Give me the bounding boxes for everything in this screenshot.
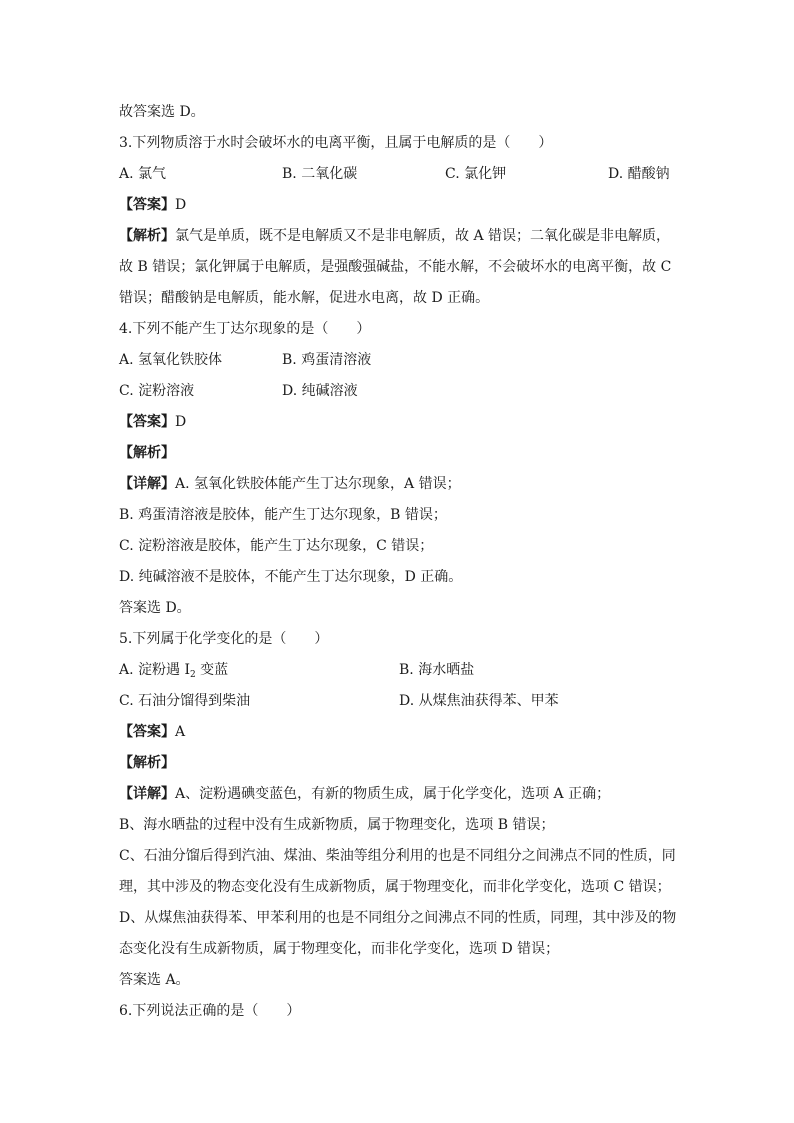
q3-explanation: [119, 221, 679, 314]
explanation-tag: 【解析】: [119, 228, 175, 244]
q5-detail-2: B、海水晒盐的过程中没有生成新物质，属于物理变化，选项 B 错误；: [119, 817, 555, 833]
detail-tag: 【详解】: [119, 476, 175, 492]
q3-option-a: A. 氯气: [119, 166, 167, 182]
q3-option-b: B. 二氧化碳: [282, 166, 358, 182]
q4-detail-1: [119, 469, 679, 500]
q5-final-answer: 答案选 A。: [119, 972, 190, 988]
q4-detail-4: D. 纯碱溶液不是胶体，不能产生丁达尔现象，D 正确。: [119, 569, 463, 585]
explanation-text: 故 B 错误；氯化钾属于电解质，是强酸强碱盐，不能水解，不会破坏水的电离平衡，故 C: [119, 259, 672, 275]
explanation-text: 错误；醋酸钠是电解质，能水解，促进水电离，故 D 正确。: [119, 290, 490, 306]
question-3-options: [119, 159, 679, 190]
q4-detail-3: C. 淀粉溶液是胶体，能产生丁达尔现象，C 错误；: [119, 538, 434, 554]
detail-text: A. 氢氧化铁胶体能产生丁达尔现象，A 错误；: [175, 476, 461, 492]
q4-option-a: A. 氢氧化铁胶体: [119, 352, 223, 368]
q3-answer: [119, 190, 679, 221]
question-4-options-row2: [119, 376, 679, 407]
q4-final-answer: 答案选 D。: [119, 600, 191, 616]
answer-value: D: [175, 197, 187, 213]
q5-detail-4b: 态变化没有生成新物质，属于物理变化，而非化学变化，选项 D 错误；: [119, 941, 560, 957]
answer-value: D: [175, 414, 187, 430]
q5-option-c: C. 石油分馏得到柴油: [119, 693, 251, 709]
answer-value: A: [175, 724, 186, 740]
question-4: 4.下列不能产生丁达尔现象的是（ ）: [119, 321, 371, 337]
subscript: 2: [190, 670, 196, 680]
q4-detail-2: B. 鸡蛋清溶液是胶体，能产生丁达尔现象，B 错误；: [119, 507, 447, 523]
question-3: 3.下列物质溶于水时会破坏水的电离平衡，且属于电解质的是（ ）: [119, 135, 553, 151]
q5-option-d: D. 从煤焦油获得苯、甲苯: [399, 693, 559, 709]
q3-option-c: C. 氯化钾: [445, 166, 507, 182]
document-content: [119, 97, 679, 1027]
q5-detail-1: [119, 779, 679, 810]
q4-explanation-tag: 【解析】: [119, 445, 175, 461]
explanation-text: 氯气是单质，既不是电解质又不是非电解质，故 A 错误；二氧化碳是非电解质，: [175, 228, 671, 244]
q5-explanation-tag: 【解析】: [119, 755, 175, 771]
q4-option-c: C. 淀粉溶液: [119, 383, 195, 399]
answer-tag: 【答案】: [119, 414, 175, 430]
q4-option-b: B. 鸡蛋清溶液: [282, 352, 372, 368]
q5-detail-4a: D、从煤焦油获得苯、甲苯利用的也是不同组分之间沸点不同的性质，同理，其中涉及的物: [119, 910, 677, 926]
detail-text: A、淀粉遇碘变蓝色，有新的物质生成，属于化学变化，选项 A 正确；: [175, 786, 611, 802]
q5-detail-3a: C、石油分馏后得到汽油、煤油、柴油等组分利用的也是不同组分之间沸点不同的性质，同: [119, 848, 676, 864]
q5-option-b: B. 海水晒盐: [399, 662, 475, 678]
question-5-options-row1: [119, 655, 679, 686]
q5-option-a-text: A. 淀粉遇 I: [119, 662, 190, 678]
q3-option-d: D. 醋酸钠: [608, 166, 670, 182]
q5-answer: [119, 717, 679, 748]
q4-answer: [119, 407, 679, 438]
previous-answer-line: 故答案选 D。: [119, 104, 205, 120]
q5-option-a-text-end: 变蓝: [195, 662, 229, 678]
detail-tag: 【详解】: [119, 786, 175, 802]
q5-detail-3b: 理，其中涉及的物态变化没有生成新物质，属于物理变化，而非化学变化，选项 C 错误；: [119, 879, 671, 895]
question-4-options-row1: [119, 345, 679, 376]
q4-option-d: D. 纯碱溶液: [282, 383, 358, 399]
question-5-options-row2: [119, 686, 679, 717]
question-6: 6.下列说法正确的是（ ）: [119, 1003, 301, 1019]
answer-tag: 【答案】: [119, 724, 175, 740]
q5-option-a: [119, 655, 399, 686]
answer-tag: 【答案】: [119, 197, 175, 213]
question-5: 5.下列属于化学变化的是（ ）: [119, 631, 329, 647]
